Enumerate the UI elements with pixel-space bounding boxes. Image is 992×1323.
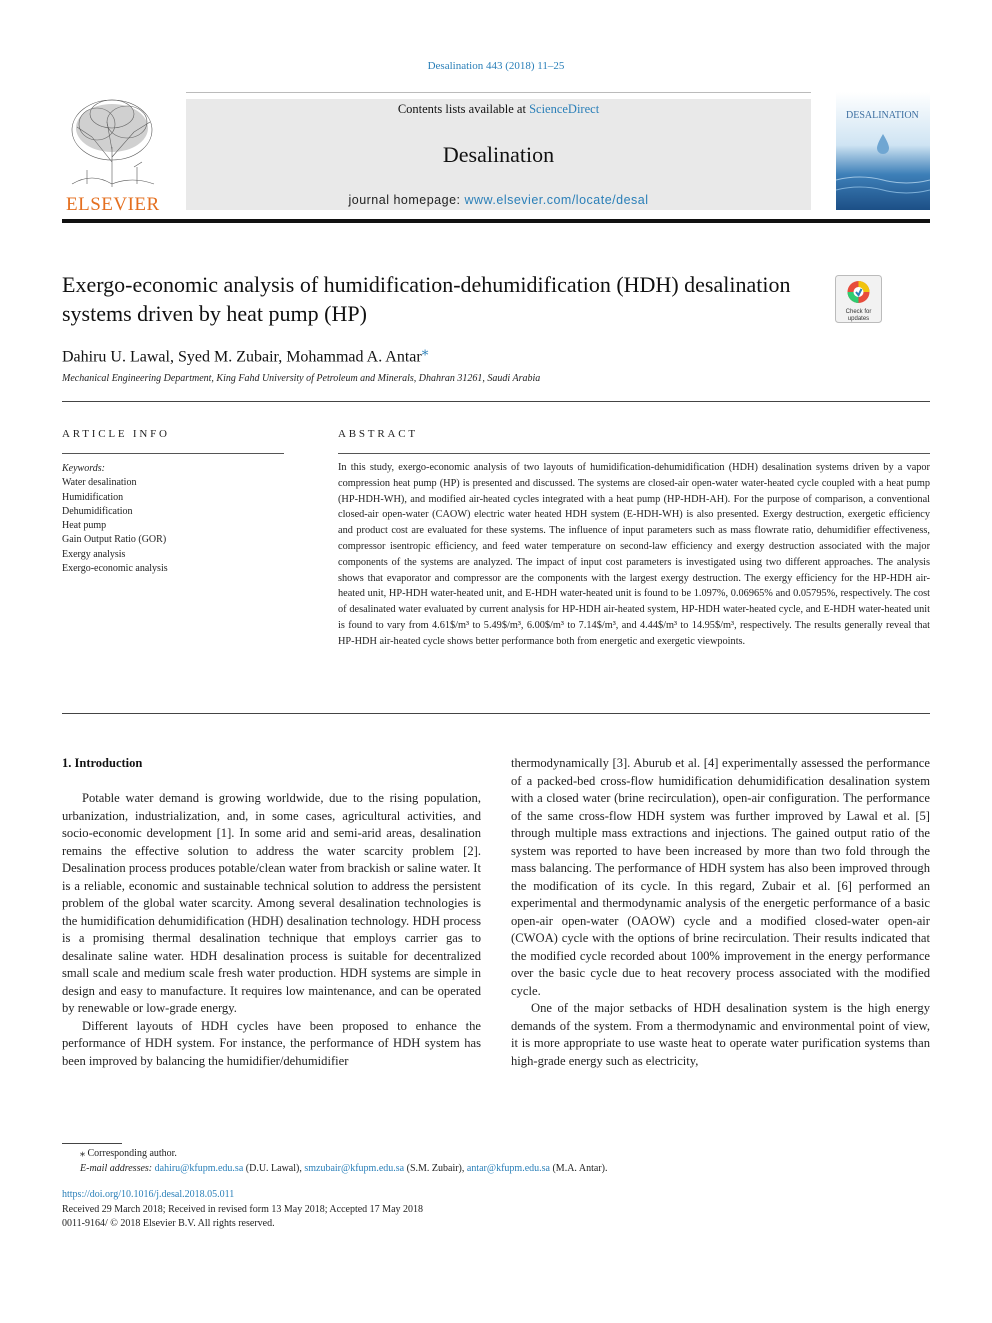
email-owner: (D.U. Lawal),	[245, 1163, 302, 1174]
email-link[interactable]: dahiru@kfupm.edu.sa	[154, 1163, 244, 1174]
body-paragraph: One of the major setbacks of HDH desalination system is the high energy demands of the system. From a thermodynamic and environmental point of view, it is more appropriate to use waste heat to operate water purification systems than high-grade energy such as electricity,	[511, 1001, 930, 1068]
body-paragraph: Different layouts of HDH cycles have been proposed to enhance the performance of HDH system. For instance, the performance of HDH system has been improved by balancing the humidifier/dehumidifier	[62, 1018, 481, 1068]
contents-line	[186, 102, 811, 117]
journal-citation[interactable]: Desalination 443 (2018) 11–25	[427, 60, 565, 72]
article-title: Exergo-economic analysis of humidification-dehumidification (HDH) desalination systems driven by heat pump (HP)	[62, 272, 791, 326]
email-label: E-mail addresses:	[80, 1163, 153, 1174]
keyword-item: Humidification	[62, 491, 124, 503]
authors-text: Dahiru U. Lawal, Syed M. Zubair, Mohammad A. Antar	[62, 348, 422, 366]
received-dates: Received 29 March 2018; Received in revised form 13 May 2018; Accepted 17 May 2018	[62, 1203, 424, 1215]
abstract-text: In this study, exergo-economic analysis of two layouts of humidification-dehumidification (HDH) desalination systems driven by a vapor compression heat pump (HP) is presented and discussed. The systems are closed-air open-water water-heated cycle coupled with a heat pump (HP-HDH-WH), and modified air-heated cycles integrated with a heat pump (HP-HDH-AH). For the purpose of comparison, a conventional closed-air open-water (CAOW) electric water heated HDH system (E-HDH-WH) is also presented. Exergy destruction, exergetic efficiency and product cost are evaluated for these systems. The influence of input parameters such as mass flowrate ratio, dehumidifier effectiveness, compressor isentropic efficiency, and feed water temperature on second-law efficiency and exergy destruction associated with the major components of the systems are analyzed. The impact of input cost parameters is investigated using two different approaches. The analysis shows that evaporator and compressor are the components with the largest exergy destruction. The exergy efficiency for the HP-HDH air-heated unit, HP-HDH water-heated unit, and E-HDH water-heated unit is found to be 1.097%, 0.06965% and 0.05795%, respectively. The cost of desalinated water evaluated by current analysis for HP-HDH air-heated system, HP-HDH water-heated cycle, and E-HDH water-heated unit is found to vary from 4.61$/m³ to 5.49$/m³, 6.00$/m³ to 7.14$/m³, and 4.44$/m³ to 14.95$/m³, respectively. The results generally reveal that HP-HDH air-heated cycle shows better performance both from energetic and exergetic viewpoints.	[338, 462, 930, 647]
svg-text:Check for: Check for	[845, 309, 872, 315]
journal-cover[interactable]	[836, 92, 930, 210]
email-owner: (M.A. Antar).	[552, 1163, 608, 1174]
keyword-item: Water desalination	[62, 477, 137, 489]
elsevier-wordmark: ELSEVIER	[66, 194, 160, 214]
journal-cover-image	[836, 92, 930, 210]
crossmark-icon	[835, 275, 882, 323]
corresponding-author-note: ⁎ Corresponding author.	[80, 1148, 177, 1159]
abstract-rule	[338, 453, 930, 454]
journal-homepage	[186, 193, 811, 207]
keywords-list	[62, 462, 168, 576]
keyword-item: Dehumidification	[62, 505, 133, 517]
keywords-label: Keywords:	[62, 463, 105, 474]
contents-prefix: Contents lists available at	[397, 102, 530, 116]
body-column-left	[62, 790, 481, 1070]
doi-link[interactable]: https://doi.org/10.1016/j.desal.2018.05.011	[62, 1189, 235, 1200]
header-top-line	[186, 92, 811, 93]
footnotes	[62, 1146, 607, 1176]
check-for-updates-badge[interactable]	[835, 275, 882, 323]
copyright-line: 0011-9164/ © 2018 Elsevier B.V. All rights reserved.	[62, 1218, 275, 1229]
abstract-heading: ABSTRACT	[338, 428, 418, 440]
author-list	[62, 343, 428, 366]
email-owner: (S.M. Zubair),	[406, 1163, 465, 1174]
article-info-heading: ARTICLE INFO	[62, 428, 170, 440]
section-heading-introduction: 1. Introduction	[62, 756, 143, 770]
affiliation: Mechanical Engineering Department, King Fahd University of Petroleum and Minerals, Dhahran 31261, Saudi Arabia	[62, 373, 541, 384]
svg-text:updates: updates	[847, 316, 870, 322]
header-rule	[62, 219, 930, 223]
abstract-bottom-rule	[62, 713, 930, 714]
corresponding-author-mark[interactable]: ⁎	[421, 343, 429, 358]
sciencedirect-link[interactable]: ScienceDirect	[529, 102, 600, 116]
publication-info	[62, 1188, 423, 1232]
elsevier-logo	[62, 92, 178, 214]
keyword-item: Exergo-economic analysis	[62, 563, 168, 575]
journal-name: Desalination	[442, 142, 555, 167]
body-column-right	[511, 755, 930, 1070]
footnote-rule	[62, 1143, 122, 1144]
elsevier-tree-icon	[62, 92, 178, 214]
email-link[interactable]: smzubair@kfupm.edu.sa	[304, 1163, 405, 1174]
title-rule	[62, 401, 930, 402]
cover-title: DESALINATION	[846, 110, 919, 121]
body-paragraph: thermodynamically [3]. Aburub et al. [4] experimentally assessed the performance of a packed-bed cross-flow humidification dehumidification desalination system with a closed water (brine recirculation), open-air configuration. The performance of the same cross-flow HDH system was further improved by Lawal et al. [5] through multiple mass extractions and injections. The gained output ratio of the system was reported to have been increased by more than two fold through the mass balancing. The performance of HDH system has also been improved through the modification of its cycle. In this regard, Zubair et al. [6] performed an experimental and thermodynamic analysis of the energetic performance of a basic open-air open-water (OAOW) cycle and a modified closed-water open-air (CWOA) cycle with the options of brine recirculation. Their results indicated that the modified cycle recorded about 100% improvement in the energy performance over the basic cycle due to heat recovery process associated with the modified cycle.	[511, 756, 930, 998]
body-paragraph: Potable water demand is growing worldwide, due to the rising population, urbanization, industrialization, and, in some cases, agricultural activities, and socio-economic development [1]. In some arid and semi-arid areas, desalination remains the effective solution to address the water scarcity problem [2]. Desalination process produces potable/clean water from brackish or saline water. It is a reliable, economic and sustainable technical solution to address the persistent problem of the global water scarcity. Among several desalination technologies is the humidification dehumidification (HDH) desalination technology. HDH process is a promising thermal desalination technique that employs carrier gas to desalinate saline water. HDH desalination process is suitable for decentralized small scale and medium scale fresh water production. HDH systems are simple in design and easy to manufacture. It requires low maintenance, and can be operated by renewable or low-grade energy.	[62, 791, 481, 1015]
article-info-rule	[62, 453, 284, 454]
keyword-item: Exergy analysis	[62, 548, 126, 560]
homepage-prefix: journal homepage:	[348, 193, 465, 207]
email-link[interactable]: antar@kfupm.edu.sa	[466, 1163, 550, 1174]
keyword-item: Heat pump	[62, 520, 107, 532]
keyword-item: Gain Output Ratio (GOR)	[62, 534, 167, 546]
homepage-link[interactable]: www.elsevier.com/locate/desal	[464, 193, 649, 207]
email-addresses	[62, 1161, 607, 1176]
